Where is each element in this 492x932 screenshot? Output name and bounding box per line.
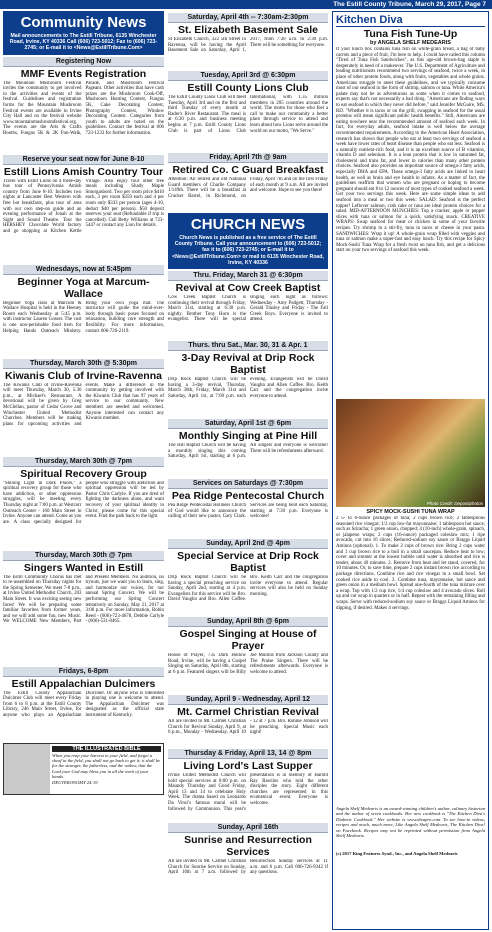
kitchen-diva-column bbox=[332, 11, 489, 930]
event-date-label: Saturday, April 4th -- 7:30am-2:30pm bbox=[168, 13, 328, 23]
event-title: Spiritual Recovery Group bbox=[20, 467, 147, 480]
event-text: All are invited to Mt. Carmel Christian Church for Sunrise Service on Sunday, April 16th at 7 a.m. followed by Resurrection Sunday services at 11 a.m. and 6 p.m. Call 606-726-9342 if any questions. bbox=[168, 859, 328, 876]
event-title: St. Elizabeth Basement Sale bbox=[177, 24, 319, 36]
event-title: 3-Day Revival at Drip Rock Baptist bbox=[181, 352, 315, 377]
bible-reference: DEUTERONOMY 24:19 bbox=[52, 779, 98, 785]
church-events-column bbox=[168, 11, 328, 930]
event-date-label: Thursday & Friday, April 13, 14 @ 8pm bbox=[168, 749, 328, 759]
event-listing bbox=[3, 359, 164, 455]
event-title: Living Lord's Last Supper bbox=[183, 760, 313, 773]
event-listing bbox=[168, 539, 328, 615]
page-header-bar bbox=[0, 0, 492, 9]
kitchen-diva-box bbox=[332, 11, 489, 930]
event-title: Monthly Singing at Pine Hill bbox=[178, 430, 318, 443]
event-date-label: Thursday, March 30th @ 7pm bbox=[3, 457, 164, 467]
event-title: MMF Events Registration bbox=[20, 67, 147, 80]
page-runner: The Estill County Tribune, March 29, 2017, Page 7 bbox=[333, 1, 486, 8]
event-listing bbox=[3, 57, 164, 153]
event-title: Estill Appalachian Dulcimers bbox=[11, 677, 156, 690]
event-date-label: Friday, April 7th @ 9am bbox=[168, 153, 328, 163]
event-listing bbox=[168, 823, 328, 893]
tuna-wrap-photo bbox=[336, 399, 485, 507]
author-bio: Angela Shelf Medearis is an award-winning children's author, culinary historian and the author of seven cookbooks. Her new cookbook is "The Kitchen Diva's Diabetic Cookbook." Her website is www.divapro.com. To see how-to videos, recipes and much, much more, Like Angela Shelf Medearis, The Kitchen Diva! on Facebook. Recipes may not be reprinted without permission from Angela Shelf Medearis. bbox=[336, 806, 485, 839]
event-date-label: Saturday, April 1st @ 6pm bbox=[168, 419, 328, 429]
copyright: (c) 2017 King Features Synd., Inc., and Angela Shelf Medearis bbox=[336, 851, 458, 856]
event-text: All are invited to Mt. Carmel Christian Church for Revival Sunday, April 9, at 6 p.m., Monday - Wednesday, April 10 - 12 at 7 p.m. Bro. Ronnie Johnson will be preaching. Special Music each night! bbox=[168, 719, 328, 736]
event-date-label: Thru. Friday, March 31 @ 6:30pm bbox=[168, 271, 328, 281]
church-news-box bbox=[168, 213, 328, 269]
event-text: Drip Rock Baptist Church will be having a special preaching service on Sunday, April 2nd, starting at 4 p.m. Evangelists for this service will be Bro. David Vaughn and Bro. Allen Coffee. Bro. Keith Carr and the congregation invite everyone to attend. Regular services will also be held on Sunday morning. bbox=[168, 575, 328, 603]
church-news-info: Church News is published as a free service of The Estill County Tribune. Call your announcement to (606) 723-5012; fax it to (606) 723-2745; or E-mail it to <News@EstillTribune.Com> or mail to 6135 Winchester Road, Irvine, KY 40336 bbox=[172, 235, 324, 266]
event-listing bbox=[168, 341, 328, 417]
event-date-label: Services on Saturdays @ 7:30pm bbox=[168, 479, 328, 489]
event-date-label: Sunday, April 2nd @ 4pm bbox=[168, 539, 328, 549]
event-text: St Elizabeth Church, 322 5th Street in Ravenna, will be having the April Basement Sale on Saturday, April 1, 2017, from 7:30 a.m. to 2:30 p.m. There will be something for everyone. bbox=[168, 37, 328, 54]
event-text: Travel with Estill Lions on a three-day bus tour of Pennsylvania Amish country from June 8-10. Includes two nights at Lancaster Best Western with free hot breakfasts, plus tour of area with our own step-on guide and an evening performance of Jonah at the Sight and Sound Theatre. Tour the HERSHEY Chocolate World factory and go shopping at Kitchen Kettle Village. Also enjoy four other free meals including Shady Maple Smorgasbord. Two per room price $410 each, 3 per room $359 each and 4 per room only $333 per person (ages 4-10, deduct $40 per person). $50 deposit reserves your seat (Refundable if trip is cancelled). Call Betty Williams at 723-5447 or contact any Lion for details. bbox=[3, 178, 164, 234]
event-listing bbox=[168, 419, 328, 477]
event-title: Retired Co. C Guard Breakfast bbox=[172, 164, 324, 176]
event-title: Special Service at Drip Rock Baptist bbox=[177, 550, 319, 575]
event-text: Cow Creek Baptist Church is continuing their revival through Friday, March 31st, starting at 6:30 p.m. nightly. Brother Tony Horn is the evangelist. There will be special singing each night as follows: Wednesday - Amy Padgett, Thursday - Gerald Tinsley and Friday - The Fall Creek Boys. Everyone is invited to attend. bbox=[168, 295, 328, 323]
article-body: If your lunch box contains tuna fish on white-grain bread, a bag of baby carrots and a piece of fruit, I'm here to help. I could have called this column "Tired of Tuna Fish Sandwiches", as this age-old brown-bag staple is desperately in need of a makeover. The U.S. Department of Agriculture and leading nutritionists recommend two servings of seafood, twice a week, in place of other protein foods, along with fruits, vegetables and whole grains. Americans struggle to meet these guidelines, and we typically consume most of our seafood in the form of shrimp, salmon or tuna. While America's palate may not be as adventurous as some when it comes to seafood, experts say that's not necessarily a bad thing. "Americans are finding ways to eat seafood in which they never did before," said Jennifer McGuire, MS, RD. "Whether it is tacos or on the grill, swapping in seafood for the usual proteins will mean significant public health benefits." Still, Americans are eating nowhere near the recommended amount of seafood each week. In fact, for everyday adults, seafood intake is well below the average recommended requirements. According to the American Heart Association, research has shown that people who eat at least two servings of seafood a week have lower rates of heart disease than people who eat less. Seafood is a naturally nutrient-rich food, and it is an excellent source of B vitamins, vitamin D and selenium. It is a lean protein that is low in saturated fat, cholesterol and trans fat, and lower in calories than many other protein choices. Seafood also provides an important source of omega-3 fatty acids, especially DHA and EPA. These omega-3 fatty acids are linked to heart health, as well as brain and eye health in infants. As a matter of fact, the guidelines reaffirm that women who are pregnant or hoping to become pregnant should eat 8 to 12 ounces of most types of cooked seafood a week. Get your two servings this week. Here are some simple ideas to add seafood into a meal or two this week: SALAD: Seafood is the perfect topper! Leftover salmon, crab cake or tuna are ideal protein choices for a salad. MID-AFTERNOON MUNCHIES: Top a cracker, apple or pepper slices with tuna or salmon for a quick, satisfying snack. CREATIVE WRAPS: Swap seafood for meat or chicken in some of your favorite recipes. Try shrimp in a stir-fry, tuna in tacos or cheese in your pasta. SANDWICHES: Wrap it up! A whole-grain wrap filled with veggies and tuna or salmon make a super-fast and easy lunch. Try this recipe for Spicy Mock-Sushi Tuna Wrap for a fresh twist on tuna fish, and get a delicious start on your two servings of seafood this week. bbox=[336, 47, 485, 254]
event-text: "Shining Light in Dark Places," a spiritual recovery group for those who have addiction, or other oppression struggles, will be meeting every Thursday night at 7:00 p.m. at Westcorr Outreach Center - 160 Main Street in Irvine. Anyone can attend. Come as you are. A class specially designed for people who struggle with addiction and spiritual oppression will be led by Pastor Chris Carlyle. If you are tired of fighting the darkness alone, and want recovery of your spiritual identity in Christ, please come for this special event. Find the path back to the light. bbox=[3, 480, 164, 525]
event-date-label: Wednesdays, now at 5:45pm bbox=[3, 265, 164, 275]
event-title: Sunrise and Resurrection Services bbox=[184, 834, 312, 859]
event-listing bbox=[168, 271, 328, 339]
byline: by ANGELA SHELF MEDEARIS bbox=[370, 40, 451, 46]
event-title: Gospel Singing at House of Prayer bbox=[179, 628, 317, 653]
event-date-label: Thursday, March 30th @ 7pm bbox=[3, 551, 164, 561]
event-text: Attention: All retired and old National Guard members of Charlie Company 1/149th. There will be a breakfast at Cracker Barrel, in Richmond, on Friday, April 7th and on the first Friday of each month at 9 a.m. All are invited and welcome. Hope to see you there! bbox=[168, 177, 328, 199]
event-title: Estill Lions Amish Country Tour bbox=[3, 165, 164, 178]
recipe-title: SPICY MOCK-SUSHI TUNA WRAP bbox=[366, 509, 455, 515]
event-title: Estill County Lions Club bbox=[187, 82, 309, 94]
recipe-article-title: Tuna Fish Tune-Up bbox=[363, 28, 458, 40]
event-title: Kiwanis Club of Irvine-Ravenna bbox=[5, 369, 162, 382]
event-title: Revival at Cow Creek Baptist bbox=[175, 282, 321, 295]
bible-quote: When you reap your harvest in your field, and forget a sheaf in the field, you shall not go back to get it; it shall be for the stranger, the fatherless, and the widow, that the Lord your God may bless you in all the work of your hands. bbox=[52, 752, 161, 780]
church-news-title: CHURCH NEWS bbox=[190, 216, 306, 233]
event-date-label: Reserve your seat now for June 8-10 bbox=[3, 155, 164, 165]
event-text: The Estill Community Chorus has met to re-assembled on Thursday nights for the Spring Semester. We meet 7-8 p.m., at Irvine United Methodist Church, 203 Main Street. It was exciting seeing new faces! We will be preparing some familiar favorites from former years, and we will add some fun, new Music. We WELCOME New Members, Part and Present Members. No audition, no tryouts, just we want you to learn, sing, and harmonize our voices, for our annual Spring Concert. We will be performing our Spring Concert tentatively on Sunday, May 21, 2017 at 3:00 p.m. For more information, Robin Reed - (606)-723-4678, Debbie Carlyle - (606)-531-0465. bbox=[3, 574, 164, 625]
event-listing bbox=[3, 551, 164, 665]
event-title: Mt. Carmel Christian Revival bbox=[177, 706, 319, 719]
event-title: Beginner Yoga at Marcum-Wallace bbox=[17, 275, 150, 300]
photo-credit: Photo Credit: Depositphotos bbox=[426, 501, 483, 506]
event-text: Irvine United Methodist Church will hold special services at 8:00 p.m. on Maundy Thursday and Good Friday, April 13 and 14 to celebrate Holy Week. The drama based on Leonardo Da Vinci's famous mural will be followed by Communion. This year's presentation is in memory of Harold Ray Rawlins who told the other disciples the story. Eight different churches are represented in this ecumenical event. Everyone is welcome. bbox=[168, 773, 328, 812]
event-date-label: Registering Now bbox=[3, 57, 164, 67]
event-date-label: Thurs. thru Sat., Mar. 30, 31 & Apr. 1 bbox=[168, 341, 328, 351]
event-text: House of Prayer, 735 Dark Hollow Road, Irvine, will be having a Gospel Singing on Saturday, April 8th, starting at 6 p.m. Featured singers will be Billy Joe Mullins from Jackson County and The Praise Singers. There will be refreshments afterwards. Everyone is welcome to attend. bbox=[168, 653, 328, 675]
event-text: The Hill Baptist Church will be having a monthly singing this coming Saturday, April 1st, starting at 6 p.m. All singers and everyone is welcome! There will be refreshments afterward. bbox=[168, 443, 328, 460]
event-date-label: Sunday, April 16th bbox=[168, 823, 328, 833]
illustrated-bible-heading: THE ILLUSTRATED BIBLE bbox=[52, 746, 161, 752]
event-listing bbox=[168, 153, 328, 211]
event-text: The Kiwanis Club of Irvine-Ravenna will meet Thursday, March 30, 5:30 p.m., at Michael's Restaurant. A devotional will be given by Greg McClellan, pastor of Cedar Grove and Winchester United Methodist Churches. Members will be making plans for upcoming activities and events. Make a difference in the community by getting involved with the Kiwanis Club that has 97 years of service to our community. New members are needed and welcomed. Anyone interested can contact any Kiwanis member. bbox=[3, 382, 164, 427]
event-listing bbox=[3, 667, 164, 741]
illustration-image bbox=[4, 744, 50, 794]
event-text: Drip Rock Baptist Church will be having a 3-day revival, Thursday, March 30th, Friday, March 31st and Saturday, April 1st, at 7:00 p.m. each evening. Evangelists will be David Vaughn and Allen Coffee. Bro. Keith Carr and the congregation invite everyone to attend. bbox=[168, 377, 328, 399]
event-text: Pea Ridge Pentecostal Holiness Church of God would like to announce the calling of their new pastor, Gary Clark. Services are being held each Saturday, starting at 7:30 p.m. Everyone is welcome! bbox=[168, 503, 328, 520]
event-listing bbox=[168, 617, 328, 693]
community-news-title: Community News bbox=[20, 14, 147, 31]
event-text: The Estill County Lions Club will meet Tuesday, April 3rd and on the first and third Tuesday of every month at Rader's River Restaurant. The meal is at 6:30 p.m. and business meeting begins at 7 p.m. Estill County Lions Club is part of Lions Club International, with 1.35 million members in 205 countries around the world. The motto for those who feel a call to make our community a better place through service to attend and learn about how Lions serve around the world on our motto, "We Serve." bbox=[168, 95, 328, 134]
community-news-column bbox=[3, 11, 164, 930]
community-news-box bbox=[3, 11, 164, 55]
event-date-label: Sunday, April 9 - Wednesday, April 12 bbox=[168, 695, 328, 705]
recipe-body: 2 5- to 6-ounce packages of tuna; 2 cups brown rice; 2 tablespoons seasoned rice vinegar; 1/3 cup low-fat mayonnaise; 1 tablespoon hot sauce, such as Sriracha; 1 green onion, chopped; 4 (10-inch) whole-grain, spinach, or jalapeno wraps; 2 cups (16-ounce) packaged coleslaw mix; 1 ripe avocado, cut into 16 slices; Reduced-sodium soy sauce or Braggs Liquid Aminos (optional). 1. To make 2 cups of brown rice: Bring 2 cups water and 1 cup brown rice to a boil in a small saucepan. Reduce heat to low; cover and simmer at the lowest bubble until water is absorbed and rice is tender, about 40 minutes. 2. Remove from heat and let stand, covered, for 10 minutes. Or, to save time, prepare 2 cups instant brown rice according to package directions. Combine rice and rice vinegar in a small bowl. Set cooked rice aside to cool. 3. Combine tuna, mayonnaise, hot sauce and green onion in a medium bowl. Spread one-fourth of the tuna mixture over a wrap. Top with 1/2 cup rice, 1/4 cup coleslaw and 4 avocado slices. Roll up and cut wrap in quarters or in half. Repeat with the remaining filling and wraps. Serve with reduced-sodium soy sauce or Braggs Liquid Aminos for dipping, if desired. Makes 4 servings. bbox=[336, 516, 485, 611]
event-text: Beginner Yoga class at Marcum & Wallace Hospital is held in the Heeney Room each Wednesday at 5:45 p.m. with instructor Lauren Gosser. The cost is one non-perishable food item for Helping Hands Outreach Ministry. Bring your own yoga mat. The instructor will guide the mind-over-body through basic poses focused on relaxation, building core strength and flexibility. For more information, contact 606-726-2119. bbox=[3, 300, 164, 334]
event-listing bbox=[168, 695, 328, 747]
illustrated-bible-panel bbox=[3, 743, 164, 795]
event-date-label: Tuesday, April 3rd @ 6:30pm bbox=[168, 71, 328, 81]
event-title: Singers Wanted in Estill bbox=[23, 561, 144, 574]
event-listing bbox=[3, 155, 164, 263]
event-listing bbox=[168, 749, 328, 821]
event-text: The Estill County Appalachian Dulcimer Club will meet every Friday from 6 to 8 p.m. at the Estill County Library, 246 Main Street, Irvine, for anyone who plays an Appalachian Dulcimer. Or anyone who is interested in playing one is welcome to attend. The Appalachian Dulcimer was designated as the official state instrument of Kentucky. bbox=[3, 690, 164, 718]
kitchen-diva-header: Kitchen Diva bbox=[336, 14, 485, 27]
event-listing bbox=[168, 71, 328, 151]
event-text: The Mountain Mushroom Festival invites the community to get involved in the activities and events of the festival. Guidelines and registration forms for the Mountain Mushroom Festival events are available in Irvine City Hall and on the festival website www.mountainmushroomfestival.org. The events are the Arts & Crafts Booths, Fungus 5K & 2K Fun-Walk, Parade, and Mushroom Festival Pageant. Other activities that have cash prizes are the Mushroom Cook-Off, Mushroom Hunting Contest, Fungus 5K, Cake Decorating Contest, Photography Contest, Window Decorating Contest. Categories from youth to adults are noted on the guidelines. Contact the festival at 606 723-1233 for further information. bbox=[3, 80, 164, 136]
event-date-label: Thursday, March 30th @ 5:30pm bbox=[3, 359, 164, 369]
event-listing bbox=[3, 457, 164, 549]
event-listing bbox=[168, 479, 328, 537]
event-listing bbox=[3, 265, 164, 357]
event-title: Pea Ridge Pentecostal Church bbox=[171, 490, 325, 503]
event-listing bbox=[168, 13, 328, 69]
event-date-label: Sunday, April 8th @ 6pm bbox=[168, 617, 328, 627]
event-date-label: Fridays, 6-8pm bbox=[3, 667, 164, 677]
community-news-info: Mail announcements to The Estill Tribune, 6135 Winchester Road, Irvine, KY 40336 Call (606) 723-5012; Fax to (606) 723-2745; or E-mail it to <News@EstillTribune.Com> bbox=[9, 33, 158, 52]
